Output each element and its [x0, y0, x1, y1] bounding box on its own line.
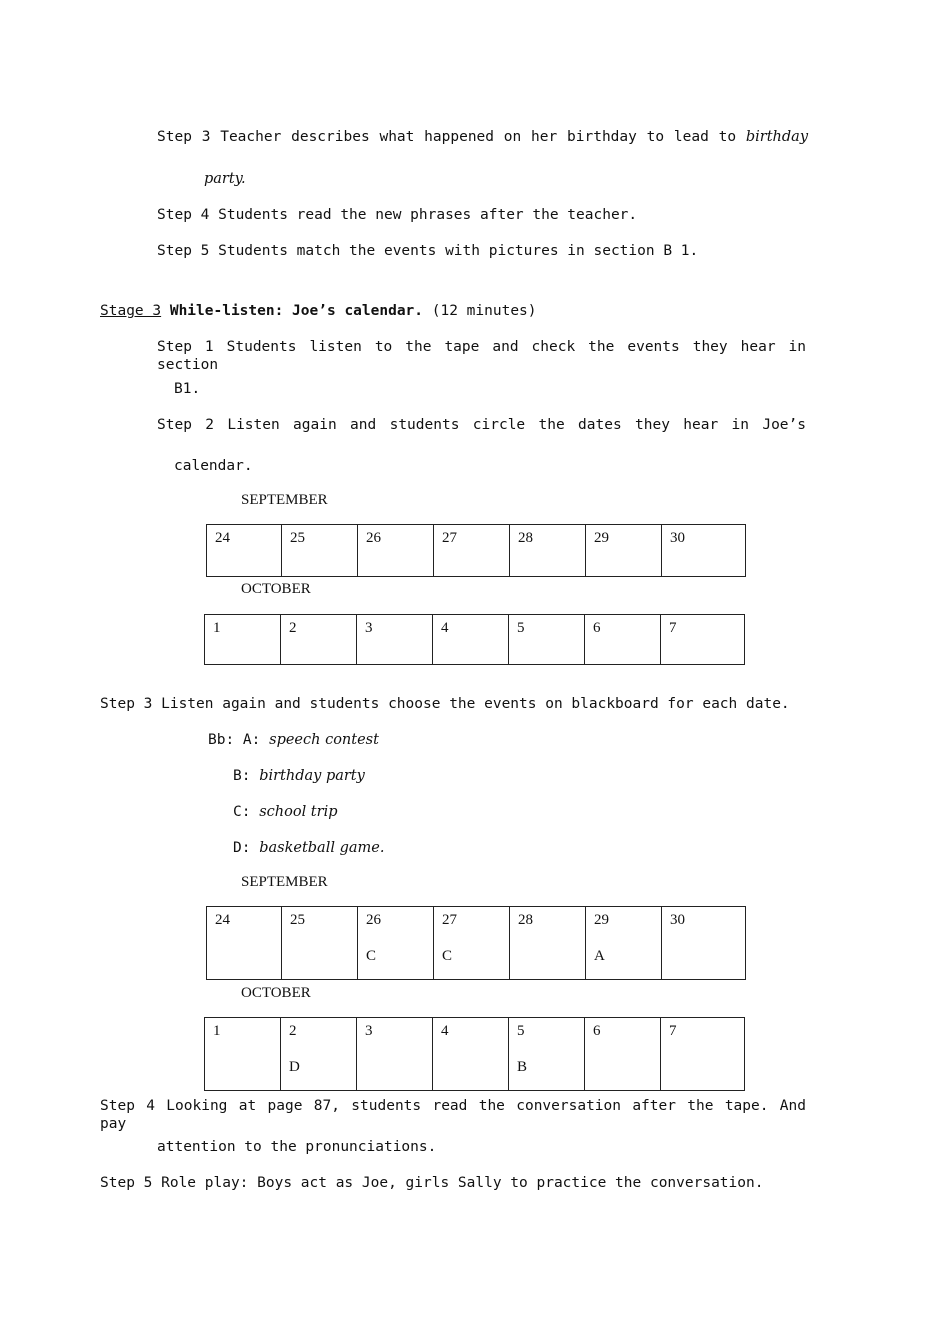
bb-event-letter: C:	[233, 804, 260, 820]
cal2-sep-cell	[510, 907, 586, 980]
step3-text: Step 3 Teacher describes what happened on her birthday to lead to	[157, 129, 737, 145]
s3-step2-line2: calendar.	[174, 458, 253, 474]
cal2-sep-cell	[207, 907, 282, 980]
cal2-oct-cell	[661, 1018, 745, 1091]
stage3-label: Stage 3	[100, 303, 162, 319]
bb-event-name: birthday party	[259, 768, 365, 784]
cal2-sep-cell	[434, 907, 510, 980]
cal1-september-label: SEPTEMBER	[241, 492, 328, 508]
stage3-title: While-listen: Joe’s calendar.	[169, 303, 424, 319]
cal2-date: 6	[593, 1023, 601, 1039]
cal2-date: 30	[670, 912, 685, 928]
cal1-sep-cell: 24	[207, 525, 282, 577]
cal2-october-table	[204, 1017, 745, 1091]
bb-event-a	[208, 731, 379, 749]
cal1-sep-cell: 30	[662, 525, 746, 577]
cal2-date: 28	[518, 912, 533, 928]
s3-step2-line1: Step 2 Listen again and students circle the dates they hear in Joe’s	[157, 417, 806, 433]
cal2-oct-cell	[585, 1018, 661, 1091]
cal1-september-table	[206, 524, 746, 577]
cal1-sep-cell: 28	[510, 525, 586, 577]
cal1-oct-cell: 6	[585, 615, 661, 665]
cal1-october-label: OCTOBER	[241, 581, 311, 597]
cal2-date: 26	[366, 912, 381, 928]
cal2-event: C	[366, 948, 377, 964]
bb-event-b	[233, 767, 365, 785]
cal2-september-table	[206, 906, 746, 980]
cal2-date: 7	[669, 1023, 677, 1039]
s3-step1-line2: B1.	[174, 381, 201, 397]
bb-event-letter: A:	[242, 732, 270, 748]
bb-event-c	[233, 803, 338, 821]
cal2-date: 1	[213, 1023, 221, 1039]
bb-event-letter: B:	[233, 768, 260, 784]
cal2-sep-cell	[358, 907, 434, 980]
cal2-date: 3	[365, 1023, 373, 1039]
s3-step4-line2: attention to the pronunciations.	[157, 1139, 437, 1155]
s3-step4-line1: Step 4 Looking at page 87, students read the conversation after the tape. And pay	[100, 1098, 806, 1132]
cal2-october-label: OCTOBER	[241, 985, 311, 1001]
cal1-sep-cell: 27	[434, 525, 510, 577]
step3-line2	[204, 170, 246, 188]
cal2-date: 5	[517, 1023, 525, 1039]
cal2-sep-cell	[586, 907, 662, 980]
cal2-september-label: SEPTEMBER	[241, 874, 328, 890]
bb-event-letter: D:	[233, 840, 260, 856]
cal1-oct-cell: 1	[205, 615, 281, 665]
cal1-oct-cell: 3	[357, 615, 433, 665]
cal1-oct-cell: 4	[433, 615, 509, 665]
cal2-oct-cell	[357, 1018, 433, 1091]
cal2-date: 24	[215, 912, 230, 928]
cal1-october-table	[204, 614, 745, 665]
cal2-event: B	[517, 1059, 528, 1075]
cal1-oct-cell: 2	[281, 615, 357, 665]
s3-step5-line: Step 5 Role play: Boys act as Joe, girls Sally to practice the conversation.	[100, 1175, 764, 1191]
stage3-duration: (12 minutes)	[431, 303, 537, 319]
cal2-sep-cell	[662, 907, 746, 980]
cal1-oct-cell: 7	[661, 615, 745, 665]
cal2-sep-cell	[282, 907, 358, 980]
step5-line: Step 5 Students match the events with pictures in section B 1.	[157, 243, 699, 259]
cal1-sep-cell: 25	[282, 525, 358, 577]
cal2-date: 4	[441, 1023, 449, 1039]
cal2-date: 25	[290, 912, 305, 928]
cal2-event: C	[442, 948, 453, 964]
s3-step1-line1: Step 1 Students listen to the tape and check the events they hear in section	[157, 339, 806, 373]
cal2-oct-cell	[281, 1018, 357, 1091]
cal2-date: 27	[442, 912, 457, 928]
bb-event-name: speech contest	[269, 732, 379, 748]
bb-event-d	[233, 839, 384, 857]
step3-line1	[157, 128, 808, 146]
cal1-sep-cell: 29	[586, 525, 662, 577]
cal1-sep-cell: 26	[358, 525, 434, 577]
step3-period: .	[240, 171, 246, 187]
cal2-oct-cell	[509, 1018, 585, 1091]
cal2-oct-cell	[205, 1018, 281, 1091]
cal1-oct-cell: 5	[509, 615, 585, 665]
cal2-event: A	[594, 948, 605, 964]
s3-step3-line: Step 3 Listen again and students choose the events on blackboard for each date.	[100, 696, 790, 712]
cal2-oct-cell	[433, 1018, 509, 1091]
bb-event-name: basketball game.	[259, 840, 385, 856]
cal2-date: 2	[289, 1023, 297, 1039]
cal2-event: D	[289, 1059, 300, 1075]
stage3-heading	[100, 302, 537, 320]
step3-italic-party: party	[204, 171, 241, 187]
bb-prefix: Bb:	[208, 732, 243, 748]
step3-italic-birthday: birthday	[745, 129, 809, 145]
step4-line: Step 4 Students read the new phrases after the teacher.	[157, 207, 638, 223]
bb-event-name: school trip	[259, 804, 338, 820]
cal2-date: 29	[594, 912, 609, 928]
